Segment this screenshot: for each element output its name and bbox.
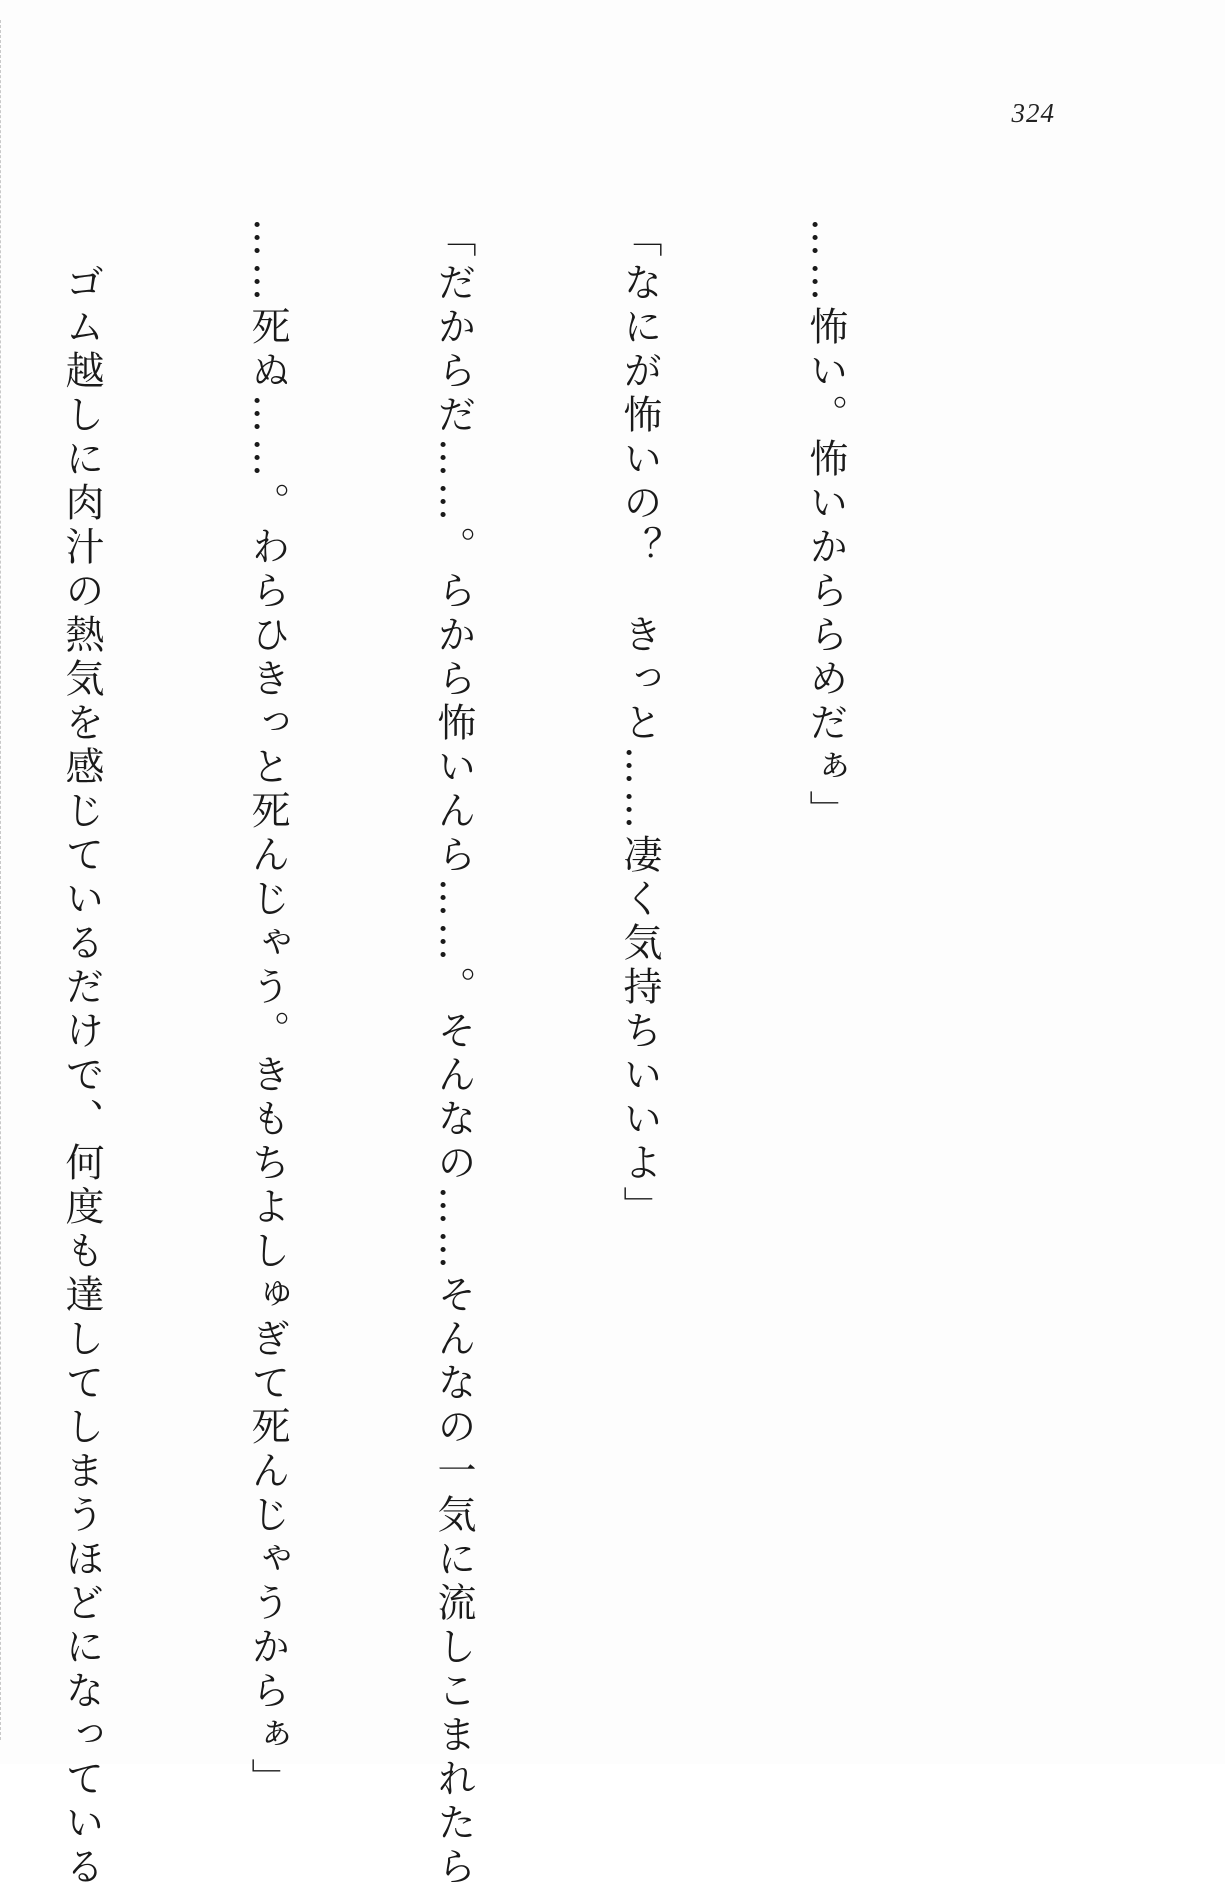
page-number: 324	[1011, 98, 1055, 128]
text-line: 「だからだ……。らから怖いんら……。そんなの……そんなの一気に流しこまれたら	[431, 218, 476, 1890]
text-line: ……死ぬ……。わらひきっと死んじゃう。きもちよしゅぎて死んじゃうからぁ」	[245, 218, 290, 1802]
text-line: ……怖い。怖いかららめだぁ」	[803, 218, 848, 834]
vertical-text-body	[0, 218, 980, 1890]
text-line: 「なにが怖いの？ きっと……凄く気持ちいいよ」	[617, 218, 662, 1230]
text-line: ゴム越しに肉汁の熱気を感じているだけで、何度も達してしまうほどになっている	[59, 218, 104, 1890]
